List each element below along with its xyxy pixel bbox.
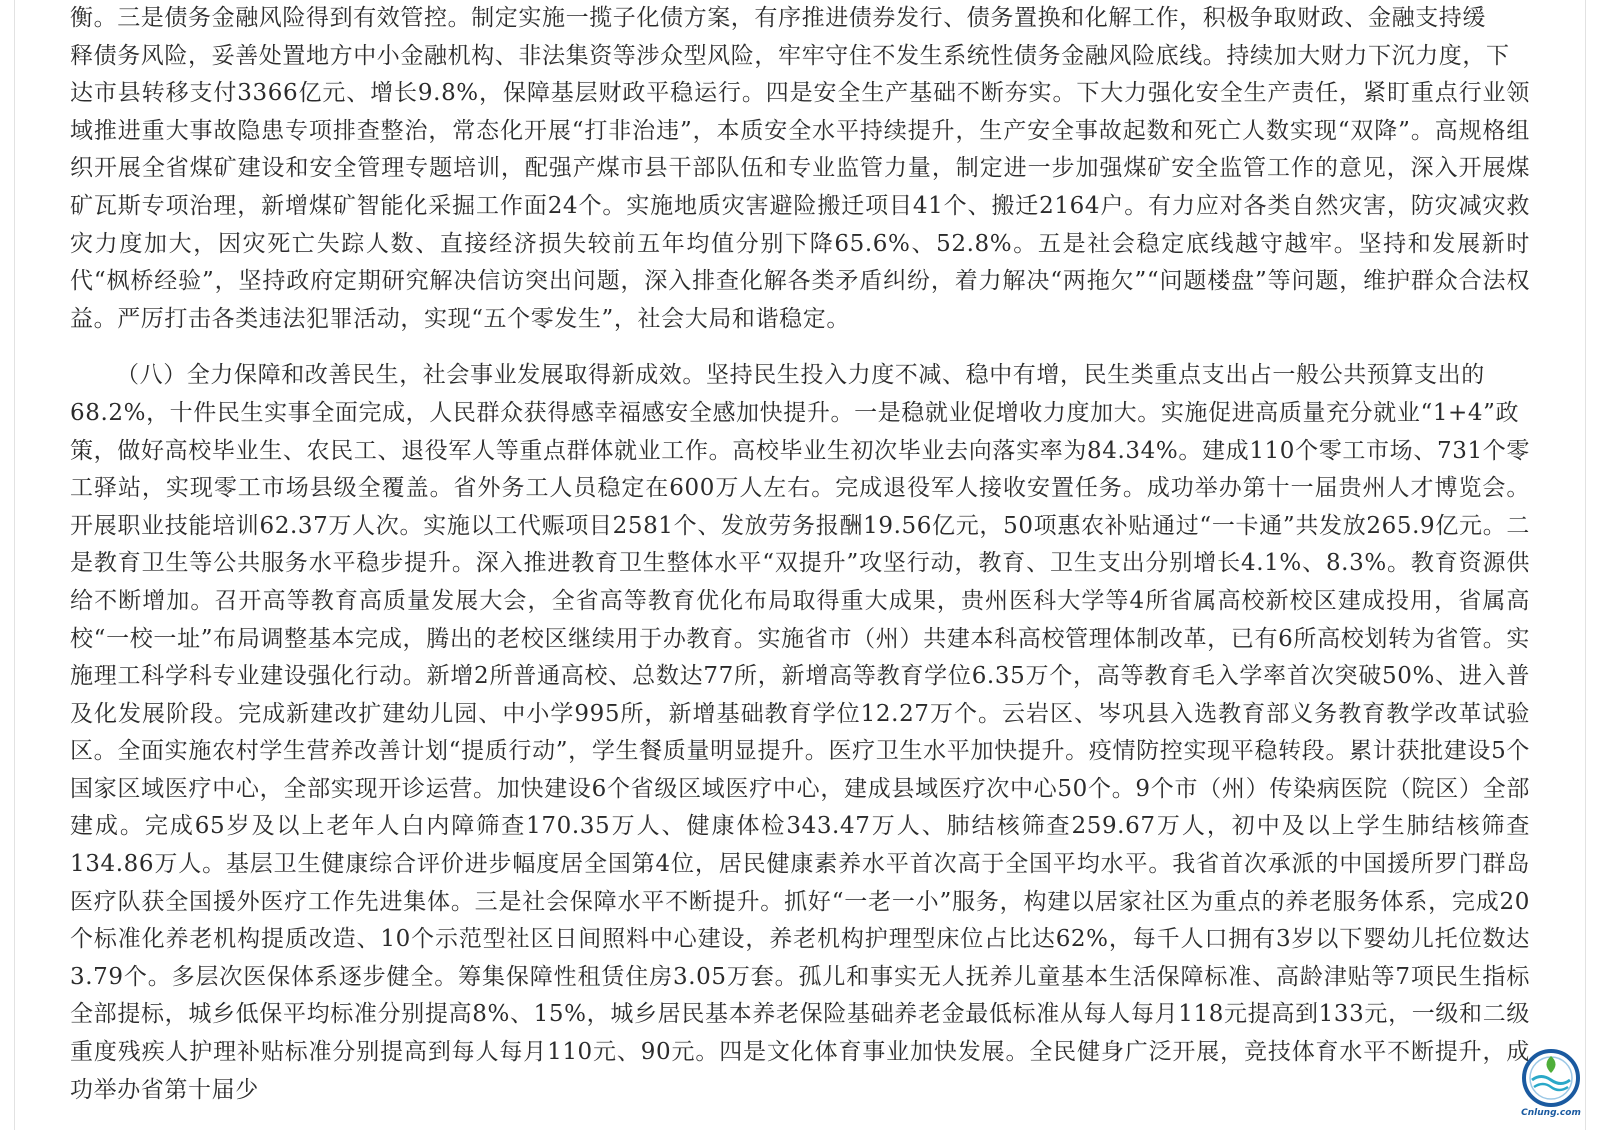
paragraph-line: 68.2%，十件民生实事全面完成，人民群众获得感幸福感安全感加快提升。一是稳就业促增收力度加大。实施促进高质量充分就业“1+4”政 [70,399,1520,426]
paragraph-line: 释债务风险，妥善处置地方中小金融机构、非法集资等涉众型风险，牢牢守住不发生系统性债务金融风险底线。持续加大财力下沉力度，下 [70,42,1510,69]
page-border-left [14,0,15,1130]
paragraph-text: 达市县转移支付3366亿元、增长9.8%，保障基层财政平稳运行。四是安全生产基础不断夯实。下大力强化安全生产责任，紧盯重点行业领域推进重大事故隐患专项排查整治，常态化开展“打非治违”，本质安全水平持续提升，生产安全事故起数和死亡人数实现“双降”。高规格组织开展全省煤矿建设和安全管理专题培训，配强产煤市县干部队伍和专业监管力量，制定进一步加强煤矿安全监管工作的意见，深入开展煤矿瓦斯专项治理，新增煤矿智能化采掘工作面24个。实施地质灾害避险搬迁项目41个、搬迁2164户。有力应对各类自然灾害，防灾减灾救灾力度加大，因灾死亡失踪人数、直接经济损失较前五年均值分别下降65.6%、52.8%。五是社会稳定底线越守越牢。坚持和发展新时代“枫桥经验”，坚持政府定期研究解决信访突出问题，深入排查化解各类矛盾纠纷，着力解决“两拖欠”“问题楼盘”等问题，维护群众合法权益。严厉打击各类违法犯罪活动，实现“五个零发生”，社会大局和谐稳定。 [70,80,1530,332]
page-border-right [1585,0,1586,1130]
article-paragraph-2 [70,357,1530,1109]
paragraph-line: （八）全力保障和改善民生，社会事业发展取得新成效。坚持民生投入力度不减、稳中有增，民生类重点支出占一般公共预算支出的 [116,362,1485,389]
article-body [70,0,1530,1109]
paragraph-text: 策，做好高校毕业生、农民工、退役军人等重点群体就业工作。高校毕业生初次毕业去向落实率为84.34%。建成110个零工市场、731个零工驿站，实现零工市场县级全覆盖。省外务工人员稳定在600万人左右。完成退役军人接收安置任务。成功举办第十一届贵州人才博览会。开展职业技能培训62.37万人次。实施以工代赈项目2581个、发放劳务报酬19.56亿元，50项惠农补贴通过“一卡通”共发放265.9亿元。二是教育卫生等公共服务水平稳步提升。深入推进教育卫生整体水平“双提升”攻坚行动，教育、卫生支出分别增长4.1%、8.3%。教育资源供给不断增加。召开高等教育高质量发展大会，全省高等教育优化布局取得重大成果，贵州医科大学等4所省属高校新校区建成投用，省属高校“一校一址”布局调整基本完成，腾出的老校区继续用于办教育。实施省市（州）共建本科高校管理体制改革，已有6所高校划转为省管。实施理工科学科专业建设强化行动。新增2所普通高校、总数达77所，新增高等教育学位6.35万个，高等教育毛入学率首次突破50%、进入普及化发展阶段。完成新建改扩建幼儿园、中小学995所，新增基础教育学位12.27万个。云岩区、岑巩县入选教育部义务教育教学改革试验区。全面实施农村学生营养改善计划“提质行动”，学生餐质量明显提升。医疗卫生水平加快提升。疫情防控实现平稳转段。累计获批建设5个国家区域医疗中心，全部实现开诊运营。加快建设6个省级区域医疗中心，建成县域医疗次中心50个。9个市（州）传染病医院（院区）全部建成。完成65岁及以上老年人白内障筛查170.35万人、健康体检343.47万人、肺结核筛查259.67万人，初中及以上学生肺结核筛查134.86万人。基层卫生健康综合评价进步幅度居全国第4位，居民健康素养水平首次高于全国平均水平。我省首次承派的中国援所罗门群岛医疗队获全国援外医疗工作先进集体。三是社会保障水平不断提升。抓好“一老一小”服务，构建以居家社区为重点的养老服务体系，完成20个标准化养老机构提质改造、10个示范型社区日间照料中心建设，养老机构护理型床位占比达62%，每千人口拥有3岁以下婴幼儿托位数达3.79个。多层次医保体系逐步健全。筹集保障性租赁住房3.05万套。孤儿和事实无人抚养儿童基本生活保障标准、高龄津贴等7项民生指标全部提标，城乡低保平均标准分别提高8%、15%，城乡居民基本养老保险基础养老金最低标准从每人每月118元提高到133元，一级和二级重度残疾人护理补贴标准分别提高到每人每月110元、90元。四是文化体育事业加快发展。全民健身广泛开展，竞技体育水平不断提升，成功举办省第十届少 [70,437,1530,1103]
article-paragraph-1 [70,0,1530,338]
site-watermark-logo [1510,1042,1592,1124]
paragraph-line: 衡。三是债务金融风险得到有效管控。制定实施一揽子化债方案，有序推进债券发行、债务置换和化解工作，积极争取财政、金融支持缓 [70,5,1486,31]
watermark-text: Cnlung.com [1521,1108,1581,1118]
